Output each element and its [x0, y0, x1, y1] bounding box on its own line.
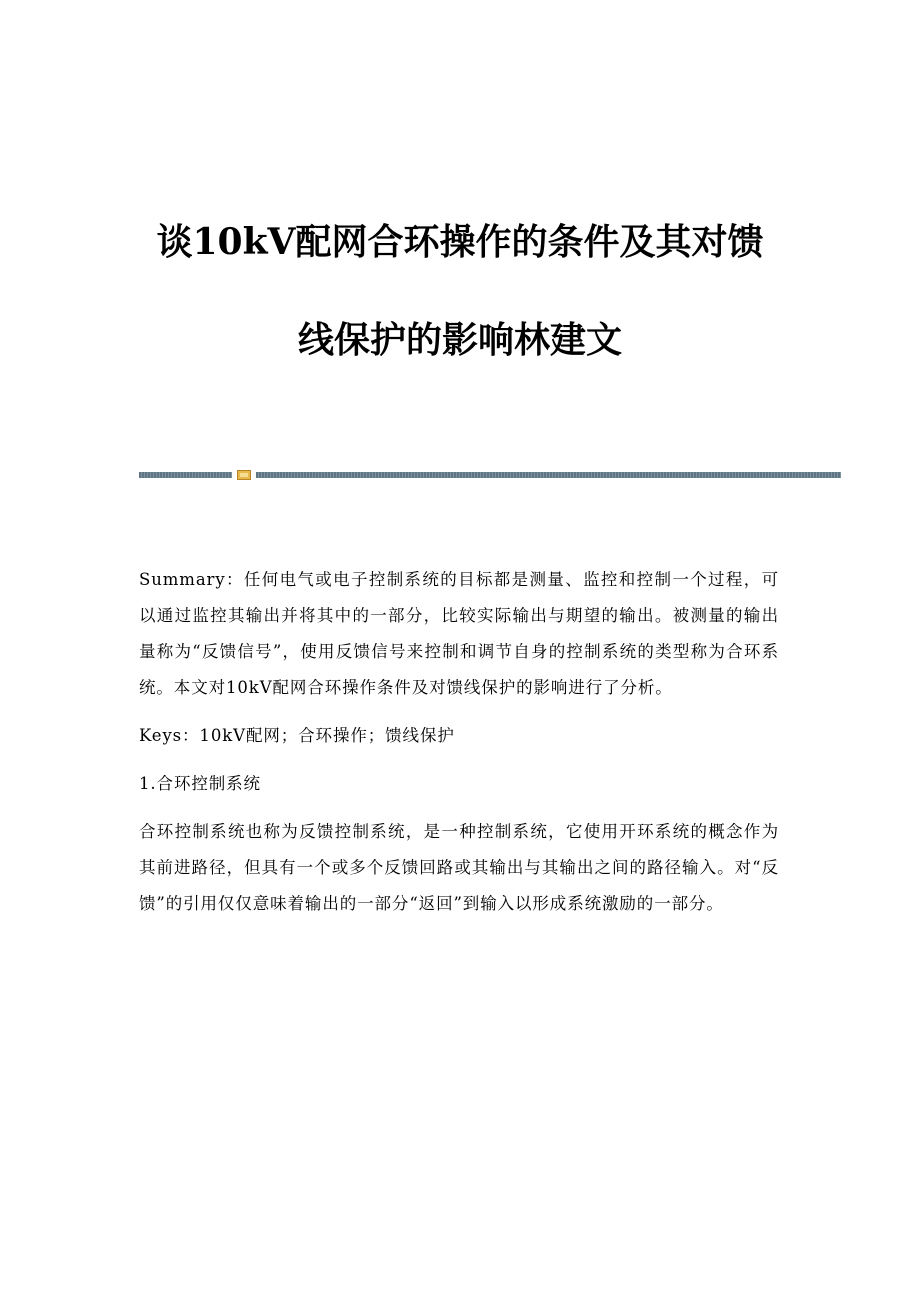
document-body: [139, 562, 779, 934]
section-1-paragraph: 合环控制系统也称为反馈控制系统，是一种控制系统，它使用开环系统的概念作为其前进路径，但具有一个或多个反馈回路或其输出与其输出之间的路径输入。对“反馈”的引用仅仅意味着输出的一部分“返回”到输入以形成系统激励的一部分。: [139, 822, 779, 913]
divider-emblem-icon: [237, 470, 251, 480]
document-title-line-2: 线保护的影响林建文: [297, 319, 622, 361]
divider-bar-left: [139, 472, 232, 478]
keys-paragraph: Keys：10kV配网；合环操作；馈线保护: [139, 726, 455, 745]
divider-bar-right: [256, 472, 841, 478]
summary-paragraph: Summary：任何电气或电子控制系统的目标都是测量、监控和控制一个过程，可以通过监控其输出并将其中的一部分，比较实际输出与期望的输出。被测量的输出量称为“反馈信号”，使用反馈信号来控制和调节自身的控制系统的类型称为合环系统。本文对10kV配网合环操作条件及对馈线保护的影响进行了分析。: [139, 570, 779, 697]
title-divider: [139, 470, 841, 480]
document-title-line-1: 谈10kV配网合环操作的条件及其对馈: [156, 221, 764, 263]
section-1-heading: 1.合环控制系统: [139, 774, 261, 793]
